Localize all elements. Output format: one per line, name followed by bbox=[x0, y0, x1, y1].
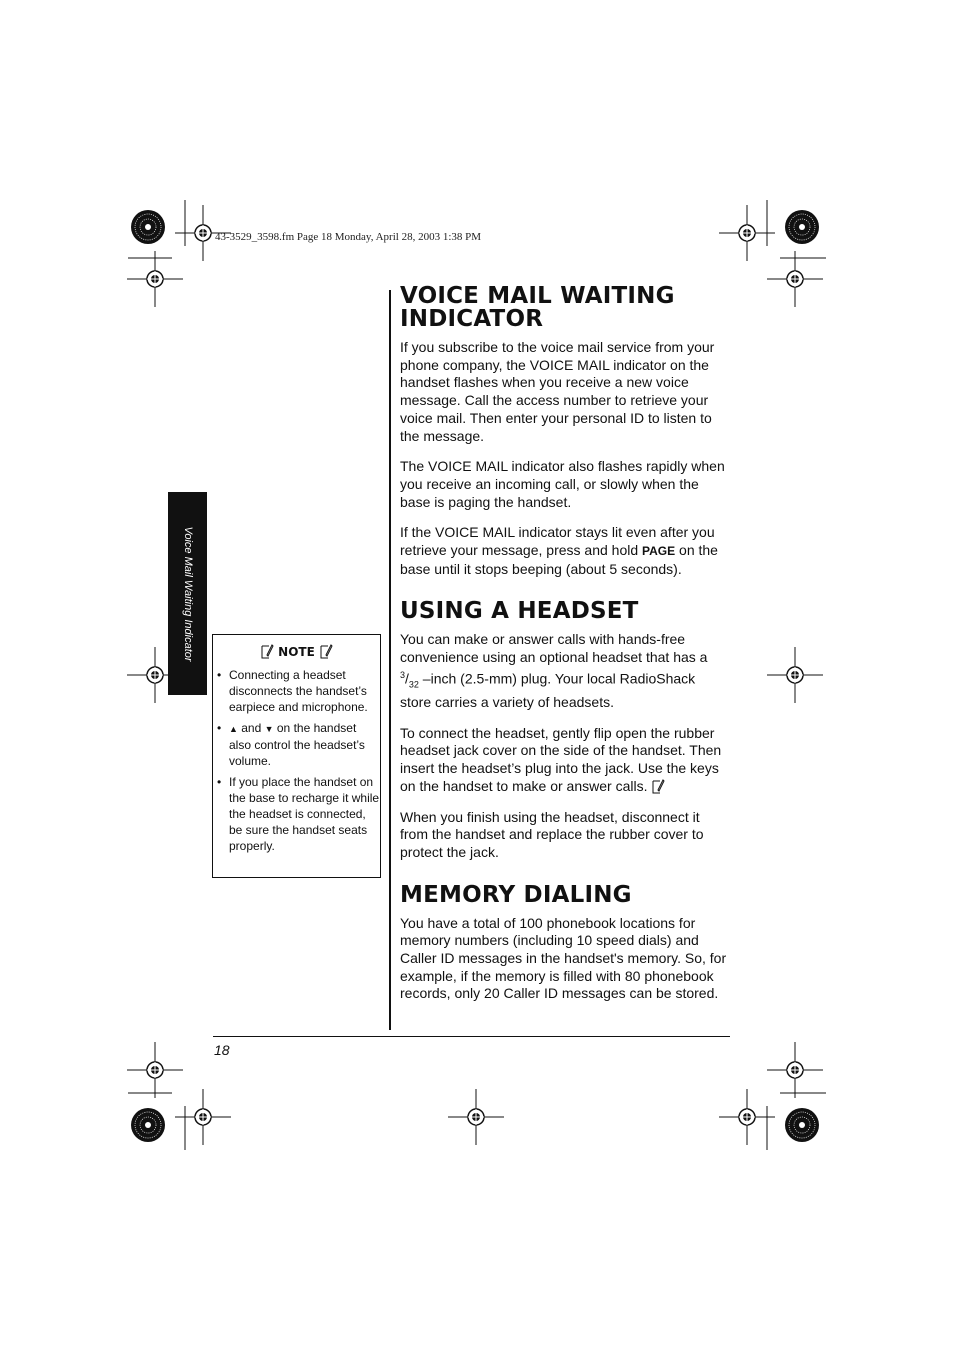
paragraph: The VOICE MAIL indicator also flashes rapidly when you receive an incoming call, or slowly when the base is paging the handset. bbox=[400, 458, 725, 510]
side-tab-label: Voice Mail Waiting Indicator bbox=[181, 525, 194, 662]
note-heading-label: NOTE bbox=[278, 645, 315, 659]
section-headset bbox=[400, 600, 730, 861]
note-heading bbox=[213, 643, 380, 659]
down-arrow-icon: ▼ bbox=[264, 724, 274, 734]
file-info-header: 43-3529_3598.fm Page 18 Monday, April 28, 2003 1:38 PM bbox=[215, 231, 482, 243]
note-list bbox=[213, 667, 380, 854]
note-item: • ▲ and ▼ on the handset also control the headset’s volume. bbox=[229, 720, 380, 769]
pencil-icon bbox=[651, 778, 665, 794]
paragraph: You can make or answer calls with hands-free convenience using an optional headset that has a $^3/_{32}$ –inch (2.5-mm) plug. Your local RadioShack store carries a variety of headsets. bbox=[400, 631, 708, 710]
page-number: 18 bbox=[214, 1042, 230, 1058]
pencil-icon bbox=[260, 643, 274, 659]
note-item: • If you place the handset on the base to recharge it while the headset is connected, be sure the handset seats properly. bbox=[229, 774, 380, 854]
section-title: USING A HEADSET bbox=[400, 598, 639, 625]
fraction-denominator: 32 bbox=[408, 679, 419, 690]
column-divider bbox=[389, 290, 391, 1030]
side-tab bbox=[168, 492, 207, 695]
note-box bbox=[212, 634, 381, 878]
main-content bbox=[400, 285, 730, 1025]
note-item: • Connecting a headset disconnects the handset’s earpiece and microphone. bbox=[229, 667, 380, 715]
paragraph: You have a total of 100 phonebook locations for memory numbers (including 10 speed dials) and Caller ID messages in the handset's memory. So, for example, if the memory is filled with 80 phonebook records, only 20 Caller ID messages can be stored. bbox=[400, 914, 727, 1002]
pencil-icon bbox=[319, 643, 333, 659]
section-title: MEMORY DIALING bbox=[400, 881, 632, 908]
section-voice-mail bbox=[400, 285, 730, 578]
section-title: VOICE MAIL WAITING INDICATOR bbox=[400, 283, 675, 332]
up-arrow-icon: ▲ bbox=[229, 724, 238, 734]
fraction-numerator: 3 bbox=[400, 669, 406, 680]
paragraph: If the VOICE MAIL indicator stays lit even after you retrieve your message, press and hold PAGE on the base until it stops beeping (about 5 seconds). bbox=[400, 524, 718, 577]
paragraph: If you subscribe to the voice mail service from your phone company, the VOICE MAIL indicator on the handset flashes when you receive a new voice message. Call the access number to retrieve your voice mail. Then enter your personal ID to listen to the message. bbox=[400, 339, 715, 444]
paragraph: To connect the headset, gently flip open the rubber headset jack cover on the side of the handset. Then insert the headset’s plug into the jack. Use the keys on the handset to make or answer calls. bbox=[400, 724, 722, 794]
section-memory bbox=[400, 881, 730, 1004]
footer-rule bbox=[213, 1036, 730, 1037]
paragraph: When you finish using the headset, disconnect it from the handset and replace the rubber cover to protect the jack. bbox=[400, 808, 704, 860]
page-key: PAGE bbox=[642, 544, 676, 559]
